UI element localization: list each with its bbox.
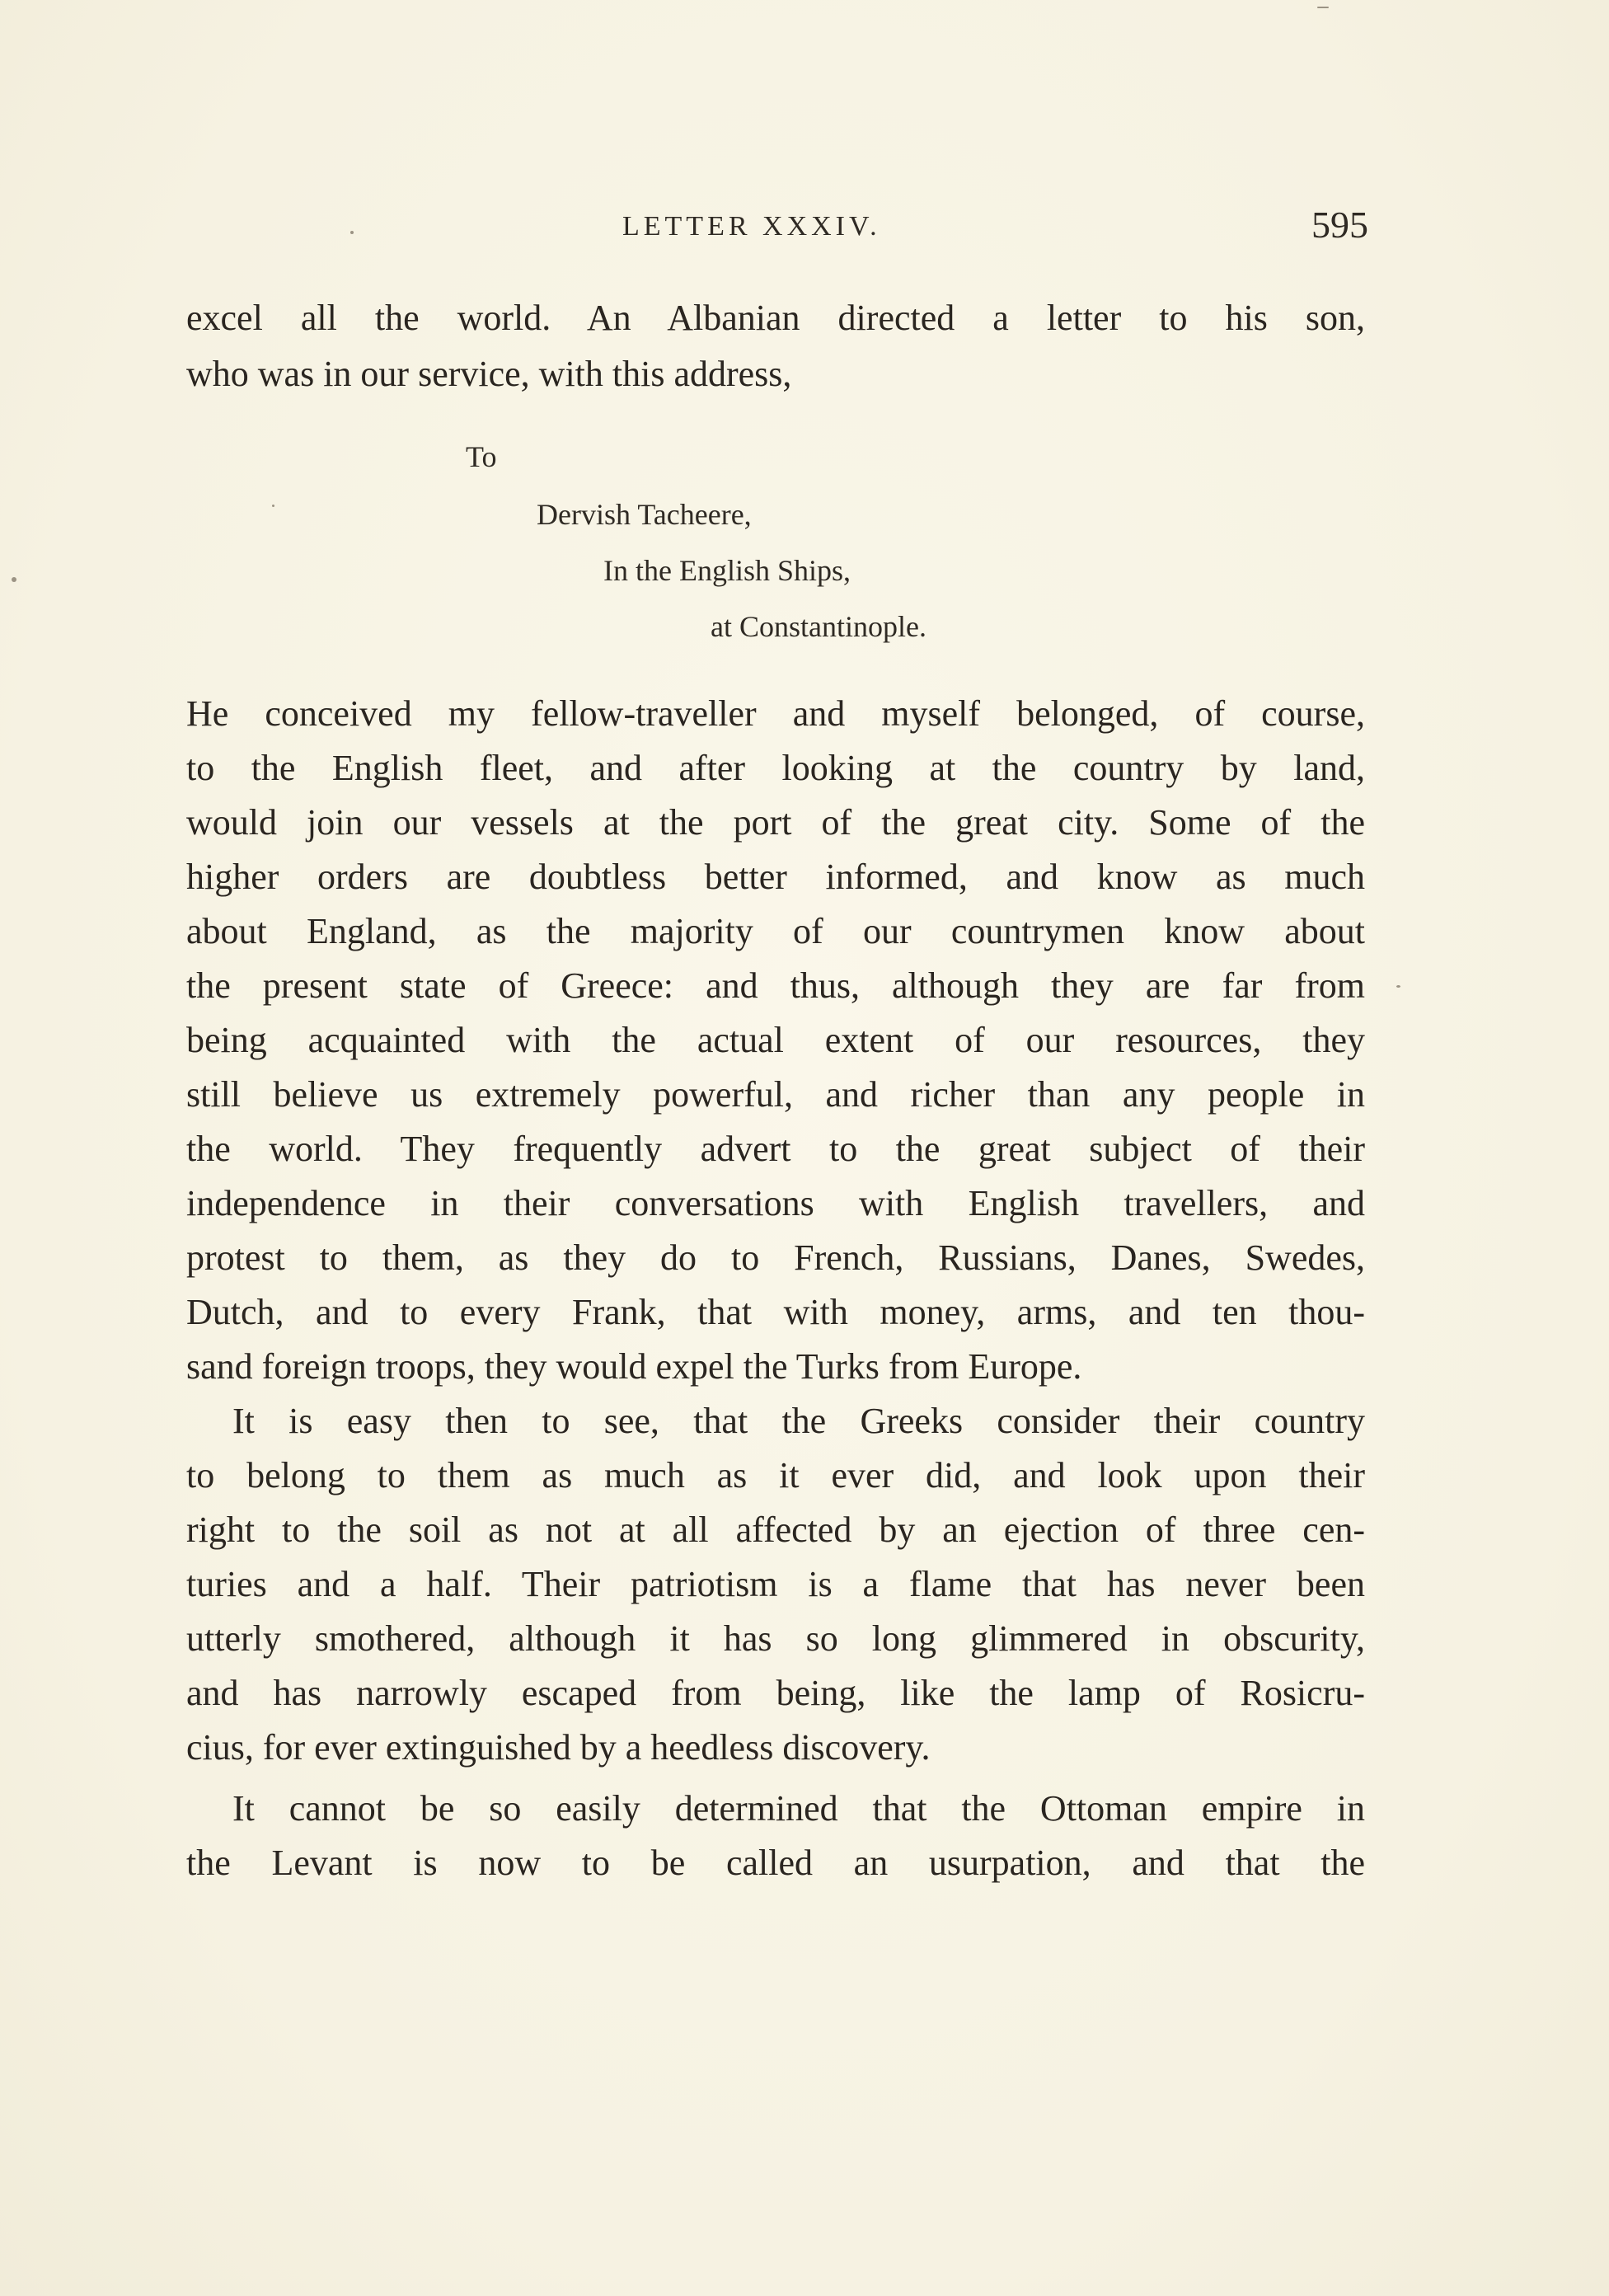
text-line: cius, for ever extinguished by a heedless discovery. bbox=[186, 1727, 931, 1768]
text-line: being acquainted with the actual extent of our resources, they bbox=[186, 1020, 1365, 1060]
text-line: protest to them, as they do to French, Russians, Danes, Swedes, bbox=[186, 1237, 1365, 1278]
address-ships: In the English Ships, bbox=[603, 554, 851, 587]
text-line: the present state of Greece: and thus, although they are far from bbox=[186, 965, 1365, 1006]
text-line: utterly smothered, although it has so long glimmered in obscurity, bbox=[186, 1618, 1365, 1659]
paper-speck bbox=[272, 505, 274, 507]
address-to: To bbox=[466, 440, 497, 473]
text-line: Dutch, and to every Frank, that with money, arms, and ten thou- bbox=[186, 1292, 1365, 1332]
paper-speck bbox=[350, 231, 354, 234]
text-line: would join our vessels at the port of the great city. Some of the bbox=[186, 802, 1365, 843]
text-line: and has narrowly escaped from being, like the lamp of Rosicru- bbox=[186, 1673, 1365, 1713]
running-title: LETTER XXXIV. bbox=[622, 211, 881, 242]
address-name: Dervish Tacheere, bbox=[537, 498, 752, 531]
text-line: still believe us extremely powerful, and richer than any people in bbox=[186, 1074, 1365, 1115]
text-line: higher orders are doubtless better informed, and know as much bbox=[186, 857, 1365, 897]
text-line: the world. They frequently advert to the great subject of their bbox=[186, 1129, 1365, 1169]
text-line: turies and a half. Their patriotism is a flame that has never been bbox=[186, 1564, 1365, 1604]
text-line: who was in our service, with this address, bbox=[186, 354, 792, 394]
page-number: 595 bbox=[1311, 204, 1368, 246]
paper-speck bbox=[1396, 985, 1400, 988]
text-line: It is easy then to see, that the Greeks consider their country bbox=[232, 1401, 1365, 1441]
text-line: He conceived my fellow-traveller and myself belonged, of course, bbox=[186, 693, 1365, 734]
page-header bbox=[181, 206, 1368, 256]
text-line: to belong to them as much as it ever did, and look upon their bbox=[186, 1455, 1365, 1495]
text-line: to the English fleet, and after looking at the country by land, bbox=[186, 748, 1365, 788]
text-line: about England, as the majority of our countrymen know about bbox=[186, 911, 1365, 951]
paper-speck bbox=[1317, 7, 1329, 8]
paper-speck bbox=[12, 577, 16, 582]
text-line: sand foreign troops, they would expel the Turks from Europe. bbox=[186, 1346, 1082, 1387]
text-line: the Levant is now to be called an usurpation, and that the bbox=[186, 1843, 1365, 1883]
address-place: at Constantinople. bbox=[711, 610, 926, 643]
text-line: independence in their conversations with English travellers, and bbox=[186, 1183, 1365, 1223]
text-line: excel all the world. An Albanian directed a letter to his son, bbox=[186, 298, 1365, 338]
text-line: It cannot be so easily determined that the Ottoman empire in bbox=[232, 1788, 1365, 1829]
text-line: right to the soil as not at all affected by an ejection of three cen- bbox=[186, 1510, 1365, 1550]
